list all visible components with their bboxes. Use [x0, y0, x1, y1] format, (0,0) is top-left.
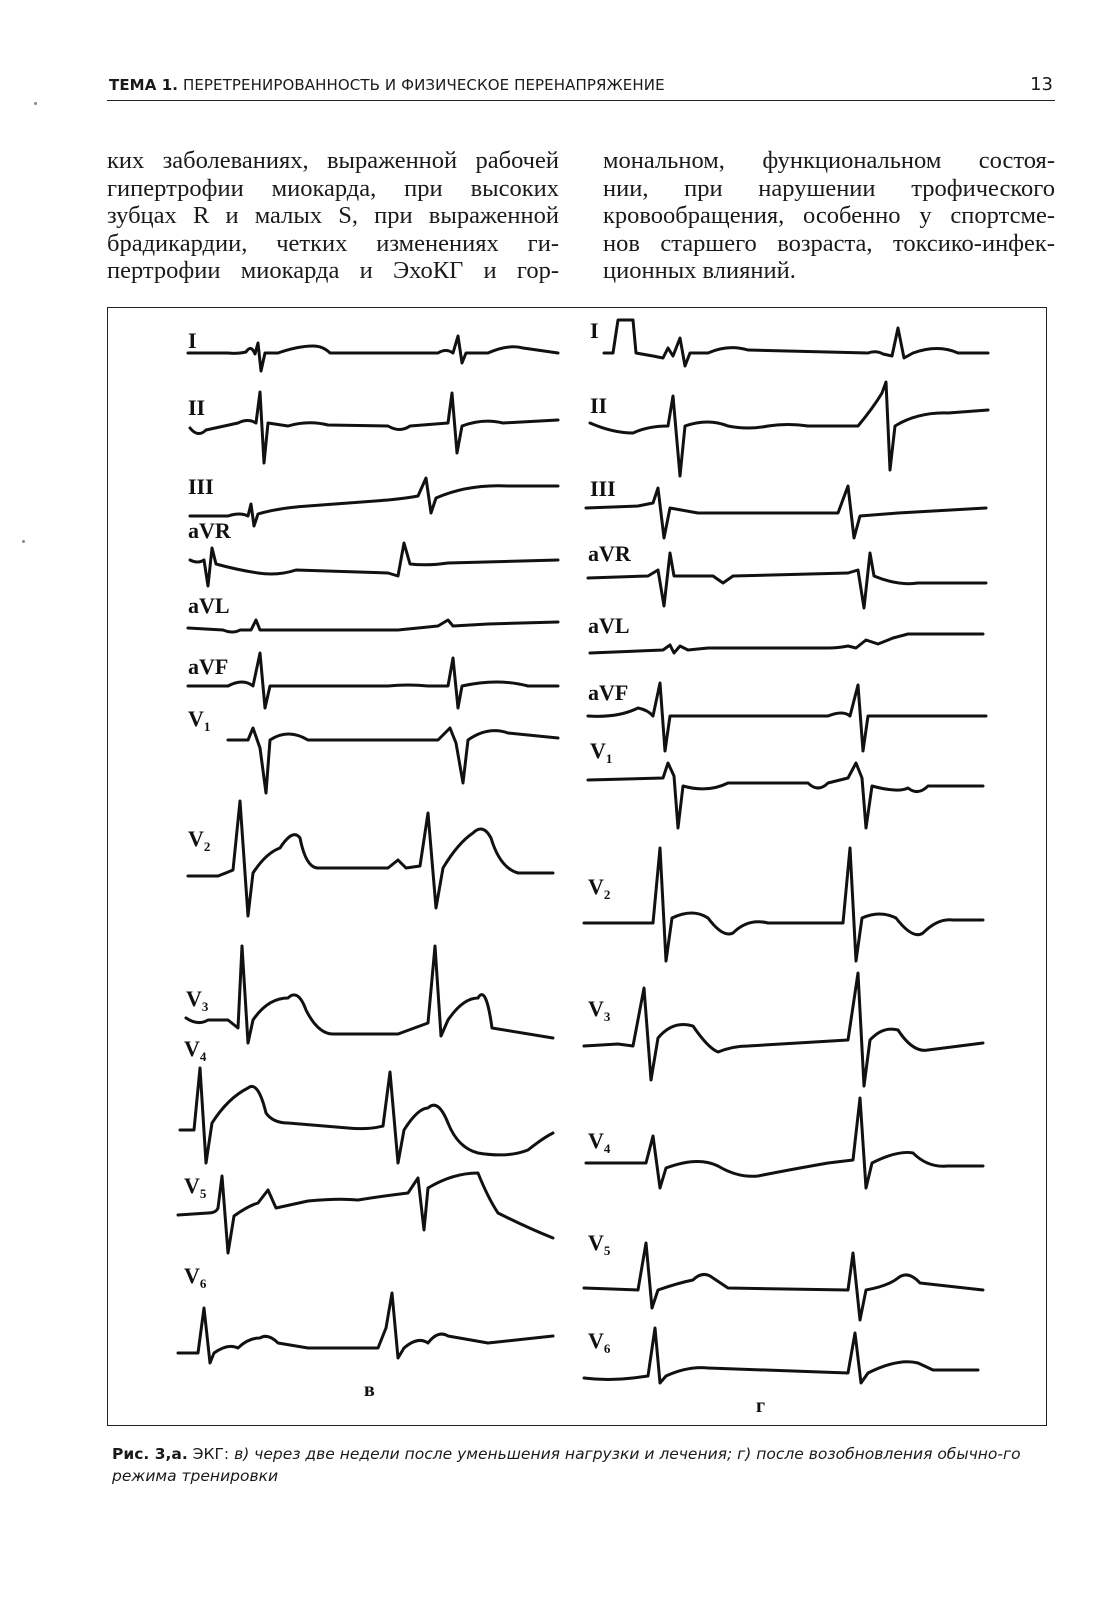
trace-left-III [190, 478, 558, 526]
text-line: кровообращения, особенно у спортсме- [603, 202, 1055, 229]
trace-right-V1 [588, 763, 983, 828]
page-number: 13 [1030, 74, 1053, 95]
lead-label-right-V2: $V_2$ [588, 874, 611, 902]
trace-left-aVR [190, 543, 558, 586]
trace-right-aVR [588, 553, 986, 608]
text-line: ких заболеваниях, выраженной рабочей [107, 147, 559, 174]
ecg-diagram [108, 308, 1046, 1425]
margin-mark [34, 102, 37, 105]
trace-left-I [188, 336, 558, 371]
lead-label-right-aVR: aVR [588, 541, 631, 566]
text-line: зубцах R и малых S, при выраженной [107, 202, 559, 229]
lead-label-right-V4: $V_4$ [588, 1128, 611, 1156]
trace-right-V5 [584, 1243, 983, 1320]
running-header [107, 74, 1055, 101]
trace-right-I [604, 320, 988, 366]
lead-label-right-V6: $V_6$ [588, 1328, 611, 1356]
trace-right-aVL [590, 634, 983, 653]
lead-label-left-I: I [188, 328, 197, 353]
lead-label-left-V1: $V_1$ [188, 706, 211, 734]
trace-right-III [586, 486, 986, 538]
figure-caption [112, 1443, 1052, 1487]
ecg-figure [107, 307, 1047, 1426]
lead-label-left-V5: $V_5$ [184, 1173, 207, 1201]
text-line: мональном, функциональном состоя- [603, 147, 1055, 174]
trace-left-V4 [180, 1068, 553, 1163]
trace-right-aVF [588, 683, 986, 751]
text-line: нии, при нарушении трофического [603, 174, 1055, 202]
trace-left-V1 [228, 728, 558, 793]
lead-label-left-III: III [188, 474, 214, 499]
lead-label-left-V4: $V_4$ [184, 1036, 207, 1064]
panel-right-traces [584, 320, 988, 1383]
lead-label-left-V2: $V_2$ [188, 826, 211, 854]
header-topic: ТЕМА 1. [109, 76, 179, 94]
trace-left-V6 [178, 1293, 553, 1363]
trace-left-aVL [188, 620, 558, 632]
lead-label-right-V5: $V_5$ [588, 1230, 611, 1258]
panel-label-left: в [364, 1379, 375, 1401]
lead-label-right-V3: $V_3$ [588, 996, 611, 1024]
lead-label-left-V3: $V_3$ [186, 986, 209, 1014]
text-line: гипертрофии миокарда, при высоких [107, 174, 559, 202]
lead-label-right-III: III [590, 476, 616, 501]
text-column-left [107, 147, 559, 285]
text-line: нов старшего возраста, токсико-инфек- [603, 229, 1055, 257]
text-line: пертрофии миокарда и ЭхоКГ и гор- [107, 257, 559, 284]
lead-label-left-aVR: aVR [188, 518, 231, 543]
trace-right-V6 [584, 1328, 978, 1383]
lead-label-left-aVL: aVL [188, 593, 230, 618]
text-line: брадикардии, четких изменениях ги- [107, 229, 559, 257]
lead-label-right-V1: $V_1$ [590, 738, 613, 766]
header-title [109, 76, 665, 94]
lead-label-right-II: II [590, 393, 608, 418]
lead-label-left-II: II [188, 395, 206, 420]
panel-left-traces [178, 336, 558, 1363]
panel-label-right: г [756, 1395, 766, 1417]
caption-text: в) через две недели после уменьшения нагрузки и лечения; г) после возобновления обычно-го режима тренировки [112, 1445, 1021, 1485]
text-line last: ционных влияний. [603, 257, 796, 284]
trace-left-aVF [188, 653, 558, 708]
caption-prefix: ЭКГ: [187, 1445, 235, 1463]
margin-mark [22, 540, 25, 543]
trace-right-V3 [584, 973, 983, 1086]
caption-label: Рис. 3,а. [112, 1445, 188, 1463]
lead-label-right-aVF: aVF [588, 680, 629, 705]
text-column-right [603, 147, 1055, 285]
header-title-text: ПЕРЕТРЕНИРОВАННОСТЬ И ФИЗИЧЕСКОЕ ПЕРЕНАПРЯЖЕНИЕ [182, 76, 665, 94]
lead-label-right-aVL: aVL [588, 613, 630, 638]
lead-label-left-V6: $V_6$ [184, 1263, 207, 1291]
trace-left-V3 [186, 946, 553, 1043]
trace-left-V5 [178, 1173, 553, 1253]
trace-right-V2 [584, 848, 983, 961]
trace-right-II [590, 382, 988, 476]
trace-right-V4 [586, 1098, 983, 1188]
lead-label-left-aVF: aVF [188, 654, 229, 679]
trace-left-II [190, 392, 558, 463]
trace-left-V2 [188, 801, 553, 916]
lead-label-right-I: I [590, 318, 599, 343]
